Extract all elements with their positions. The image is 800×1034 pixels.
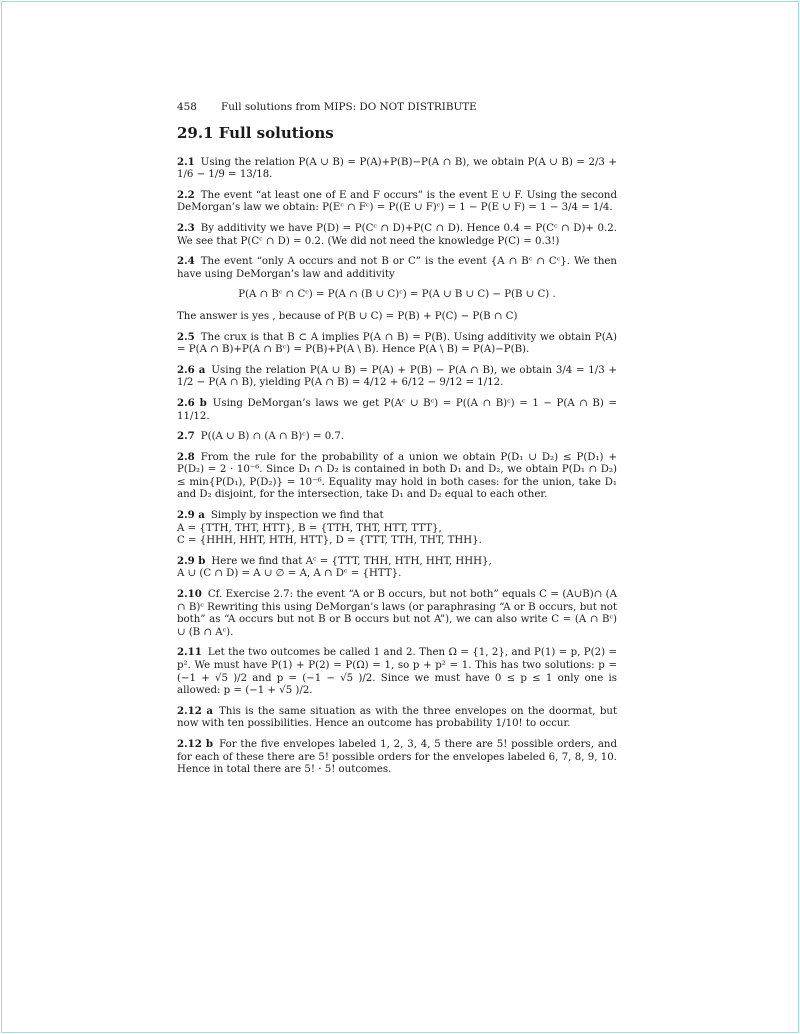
solution-label: 2.3 (177, 221, 195, 234)
solution-label: 2.6 a (177, 363, 206, 376)
solution-text: This is the same situation as with the three envelopes on the doormat, but now with ten possibilities. Hence an outcome has probability 1/10! to occur. (177, 705, 617, 730)
display-equation: P(A ∩ Bᶜ ∩ Cᶜ) = P(A ∩ (B ∪ C)ᶜ) = P(A ∪ B ∪ C) − P(B ∪ C) . (238, 289, 556, 301)
solution-text: For the five envelopes labeled 1, 2, 3, 4, 5 there are 5! possible orders, and for each of these there are 5! possible orders for the envelopes labeled 6, 7, 8, 9, 10. Hence in total there are 5! · 5! outcomes. (177, 738, 617, 776)
running-header (177, 101, 617, 115)
solution-2-12a (177, 705, 617, 731)
solution-text: Using the relation P(A ∪ B) = P(A) + P(B) − P(A ∩ B), we obtain 3/4 = 1/3 + 1/2 − P(A ∩ B), yielding P(A ∩ B) = 4/12 + 6/12 − 9/12 = 1/12. (177, 364, 618, 389)
solution-2-10 (177, 588, 617, 639)
running-title: Full solutions from MIPS: DO NOT DISTRIBUTE (221, 101, 477, 113)
solution-2-3 (177, 222, 617, 248)
book-page (177, 101, 617, 784)
page-frame (1, 1, 799, 1033)
solution-label: 2.9 b (177, 554, 206, 567)
solution-label: 2.5 (177, 330, 195, 343)
solution-2-12b (177, 738, 617, 777)
solution-label: 2.12 b (177, 737, 214, 750)
solution-text: The crux is that B ⊂ A implies P(A ∩ B) = P(B). Using additivity we obtain P(A) = P(A ∩ B)+P(A ∩ Bᶜ) = P(B)+P(A \ B). Hence P(A \ B) = P(A)−P(B). (177, 331, 617, 356)
solution-label: 2.4 (177, 255, 195, 268)
solution-2-8 (177, 451, 617, 502)
solution-text: The event “only A occurs and not B or C” is the event {A ∩ Bᶜ ∩ Cᶜ}. We then have using DeMorgan’s law and additivity (177, 256, 617, 280)
solution-label: 2.8 (177, 450, 195, 463)
solution-label: 2.11 (177, 646, 202, 659)
solution-2-1 (177, 156, 617, 182)
solution-text: By additivity we have P(D) = P(Cᶜ ∩ D)+P(C ∩ D). Hence 0.4 = P(Cᶜ ∩ D)+ 0.2. We see that P(Cᶜ ∩ D) = 0.2. (We did not need the knowledge P(C) = 0.3!) (177, 222, 617, 247)
solution-text: From the rule for the probability of a union we obtain P(D₁ ∪ D₂) ≤ P(D₁) + P(D₂) = 2 · 10⁻⁶. Since D₁ ∩ D₂ is contained in both D₁ and D₂, we obtain P(D₁ ∩ D₂) ≤ min{P(D₁), P(D₂)} = 10⁻⁶. Equality may hold in both cases: for the union, take D₁ and D₂ disjoint, for the intersection, take D₁ and D₂ equal to each other. (177, 451, 617, 501)
solution-label: 2.6 b (177, 396, 207, 409)
solution-text: Let the two outcomes be called 1 and 2. Then Ω = {1, 2}, and P(1) = p, P(2) = p². We must have P(1) + P(2) = P(Ω) = 1, so p + p² = 1. This has two solutions: p = (−1 + √5 )/2 and p = (−1 − √5 )/2. Since we must have 0 ≤ p ≤ 1 only one is allowed: p = (−1 + √5 )/2. (177, 647, 617, 697)
solution-label: 2.10 (177, 588, 202, 601)
set-definition-line: A ∪ (C ∩ D) = A ∪ ∅ = A, A ∩ Dᶜ = {HTT}. (177, 568, 402, 580)
solution-2-4 (177, 255, 617, 323)
section-title: 29.1 Full solutions (177, 124, 334, 142)
solution-2-6a (177, 364, 617, 390)
solution-text: Cf. Exercise 2.7: the event “A or B occurs, but not both” equals C = (A∪B)∩ (A ∩ B)ᶜ Rewriting this using DeMorgan’s laws (or paraphrasing “A or B occurs, but not both” as “A occurs but not B or B occurs but not A”), we can also write C = (A ∩ Bᶜ) ∪ (B ∩ Aᶜ). (177, 589, 617, 638)
solution-2-5 (177, 331, 617, 357)
page-number: 458 (177, 101, 197, 113)
solution-text: P((A ∪ B) ∩ (A ∩ B)ᶜ) = 0.7. (200, 431, 345, 443)
solution-text: Simply by inspection we find that (210, 510, 384, 522)
solution-2-7 (177, 430, 617, 444)
solution-label: 2.2 (177, 188, 195, 201)
solution-2-2 (177, 189, 617, 215)
solution-text: Using DeMorgan’s laws we get P(Aᶜ ∪ Bᶜ) = P((A ∩ B)ᶜ) = 1 − P(A ∩ B) = 11/12. (177, 397, 617, 422)
solution-text: Using the relation P(A ∪ B) = P(A)+P(B)−P(A ∩ B), we obtain P(A ∪ B) = 2/3 + 1/6 − 1/9 = 13/18. (177, 156, 617, 181)
solution-2-9a (177, 509, 617, 548)
set-definition-line: A = {TTH, THT, HTT}, B = {TTH, THT, HTT, TTT}, (177, 522, 442, 534)
solution-text: The event “at least one of E and F occurs” is the event E ∪ F. Using the second DeMorgan’s law we obtain: P(Eᶜ ∩ Fᶜ) = P((E ∪ F)ᶜ) = 1 − P(E ∪ F) = 1 − 3/4 = 1/4. (177, 189, 617, 214)
solution-label: 2.12 a (177, 704, 214, 717)
set-definition-line: C = {HHH, HHT, HTH, HTT}, D = {TTT, TTH, THT, THH}. (177, 535, 482, 547)
solution-label: 2.9 a (177, 509, 205, 522)
solution-2-11 (177, 646, 617, 697)
solution-continuation: The answer is yes , because of P(B ∪ C) = P(B) + P(C) − P(B ∩ C) (177, 310, 518, 322)
solution-2-6b (177, 397, 617, 423)
solution-text: Here we find that Aᶜ = {TTT, THH, HTH, HHT, HHH}, (211, 555, 492, 567)
solution-2-9b (177, 555, 617, 581)
solution-label: 2.1 (177, 155, 195, 168)
solution-label: 2.7 (177, 430, 195, 443)
